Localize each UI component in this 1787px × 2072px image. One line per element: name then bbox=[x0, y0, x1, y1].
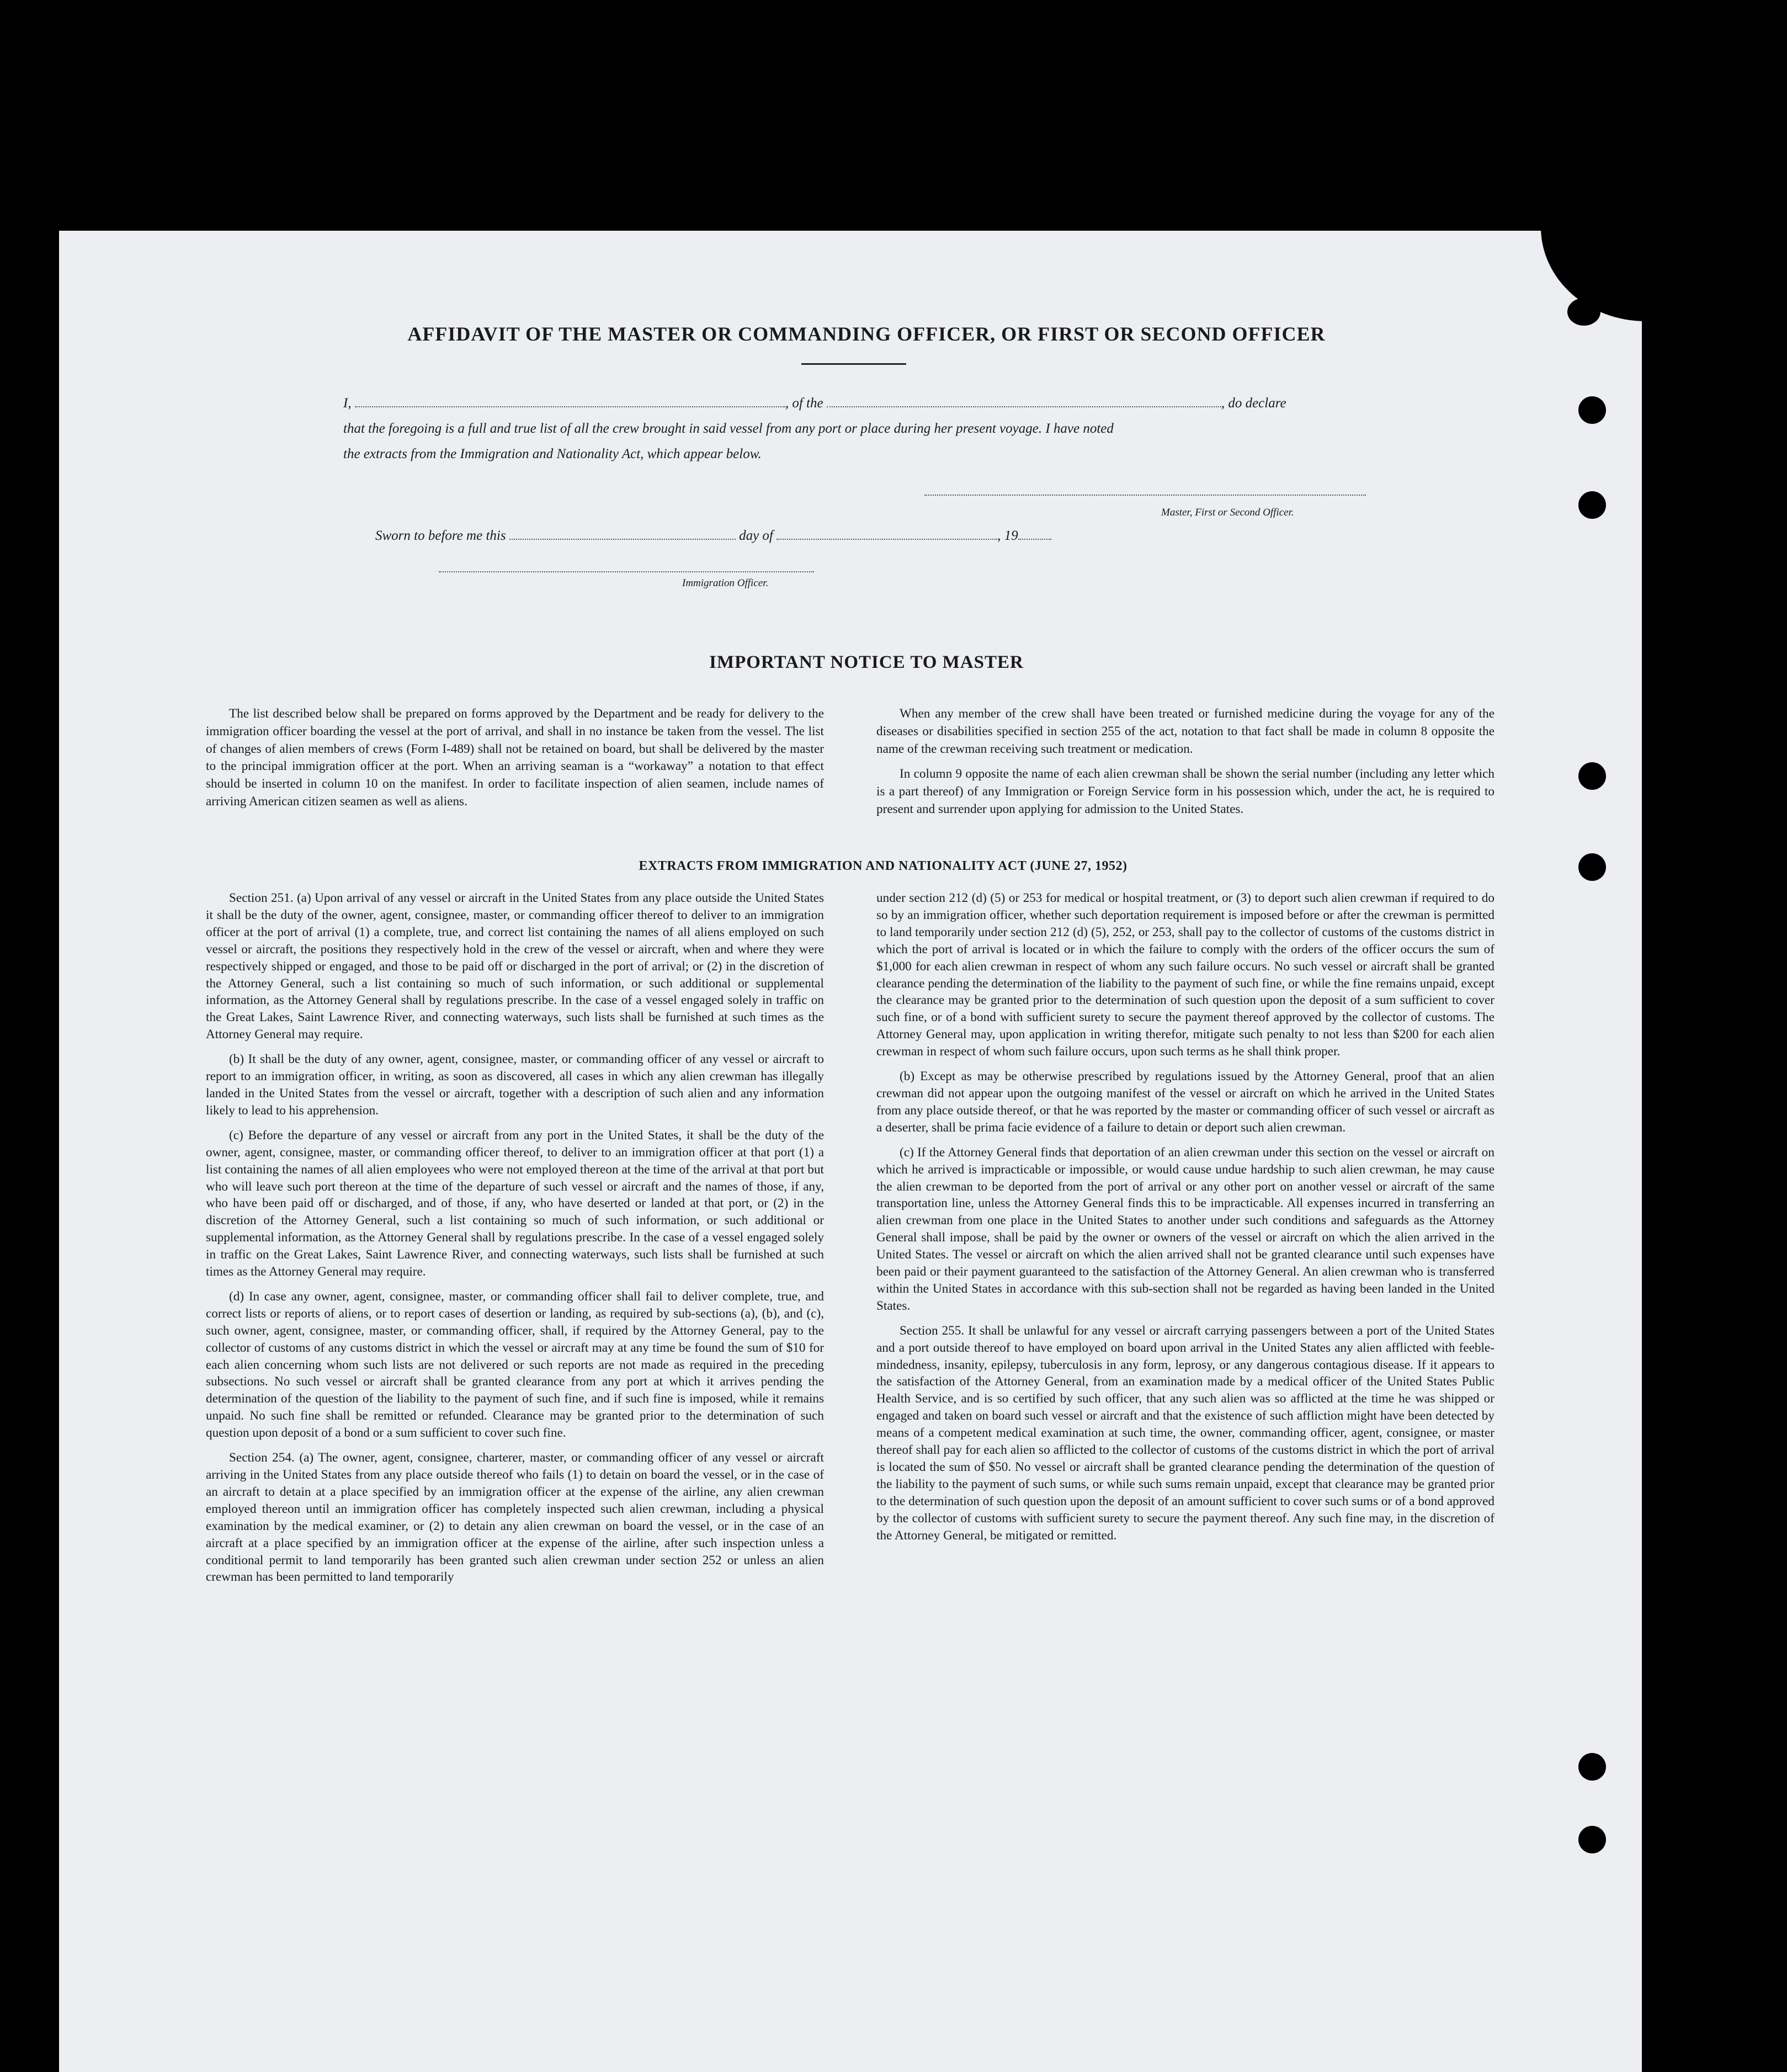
officer-caption: Immigration Officer. bbox=[682, 577, 769, 589]
extract-paragraph: Section 254. (a) The owner, agent, consignee, charterer, master, or commanding officer of any vessel or aircraft arriving in the United States from any place outside thereof who fails (1) to detain on board the vessel, or in the case of an aircraft to detain at a place specified by an immigration officer at the expense of the airline, any alien crewman employed thereon until an immigration officer has completely inspected such alien crewman, including a physical examination by the medical examiner, or (2) to detain any alien crewman on board the vessel, or in the case of an aircraft at a place specified by an immigration officer at the expense of the airline, after such inspection unless a conditional permit to land temporarily has been granted such alien crewman under section 252 or unless an alien crewman has been permitted to land temporarily bbox=[206, 1451, 824, 1585]
affidavit-title: AFFIDAVIT OF THE MASTER OR COMMANDING OFFICER, OR FIRST OR SECOND OFFICER bbox=[407, 323, 1326, 345]
extract-paragraph: (b) Except as may be otherwise prescribed by regulations issued by the Attorney General, proof that an alien crewman did not appear upon the outgoing manifest of the vessel or aircraft on which he arrived in the United States from any place outside thereof, or that he was reported by the master or commanding officer of such vessel or aircraft as a deserter, shall be prima facie evidence of a failure to detain or deport such alien crewman. bbox=[876, 1069, 1495, 1135]
master-caption: Master, First or Second Officer. bbox=[1161, 507, 1294, 518]
punch-hole bbox=[1578, 491, 1606, 519]
year-label: , 19 bbox=[997, 528, 1018, 543]
extract-paragraph: (c) Before the departure of any vessel or aircraft from any port in the United States, it shall be the duty of the owner, agent, consignee, master, or commanding officer thereof, to deliver to an immigration officer at that port (1) a list containing the names of all alien employees who were not employed thereon at the time of the arrival at that port but who will leave such port thereon at the time of the departure of such vessel or aircraft and the names of those, if any, who have been paid off or discharged, and of those, if any, who have deserted or landed at that port, or (2) in the discretion of the Attorney General, such a list containing so much of such information, or such additional or supplemental information, as the Attorney General shall by regulations prescribe. In the case of a vessel engaged solely in traffic on the Great Lakes, Saint Lawrence River, and connecting waterways, such lists shall be furnished at such times as the Attorney General may require. bbox=[206, 1128, 824, 1279]
sworn-label: Sworn to before me this bbox=[375, 528, 506, 543]
title-rule bbox=[801, 363, 906, 365]
extract-paragraph: Section 255. It shall be unlawful for any vessel or aircraft carrying passengers between a port of the United States and a port outside thereof to have employed on board upon arrival in the United States any alien afflicted with feeble-mindedness, insanity, epilepsy, tuberculosis in any form, leprosy, or any dangerous contagious disease. If it appears to the satisfaction of the Attorney General, from an examination made by a medical officer of the United States Public Health Service, and is so certified by such officer, that any such alien was so afflicted at the time he was shipped or engaged and taken on board such vessel or aircraft and that the existence of such affliction might have been detected by means of a competent medical examination at such time, the owner, commanding officer, agent, consignee, or master thereof shall pay for each alien so afflicted to the collector of customs of the customs district in which the port of arrival is located the sum of $50. No vessel or aircraft shall be granted clearance pending the determination of the question of the liability to the payment of such sums, or while such sums remain unpaid, except that clearance may be granted prior to the determination of such question upon the deposit of an amount sufficient to cover such sums or of a bond approved by the collector of customs with sufficient surety to secure the payment thereof. Any such fine may, in the discretion of the Attorney General, be mitigated or remitted. bbox=[876, 1323, 1495, 1543]
notice-right-paragraph-1: When any member of the crew shall have been treated or furnished medicine during the voyage for any of the diseases or disabilities specified in section 255 of the act, notation to that fact shall be made in column 8 opposite the name of the crewman receiving such treatment or medication. bbox=[876, 706, 1495, 756]
extracts-title: EXTRACTS FROM IMMIGRATION AND NATIONALITY ACT (JUNE 27, 1952) bbox=[639, 859, 1127, 873]
i-label: I, bbox=[343, 396, 352, 411]
sworn-line bbox=[375, 523, 1148, 549]
notice-right-column bbox=[876, 705, 1495, 826]
extract-paragraph: (d) In case any owner, agent, consignee, master, or commanding officer shall fail to deliver complete, true, and correct lists or reports of aliens, or to report cases of desertion or landing, as required by sub-sections (a), (b), and (c), such owner, agent, consignee, master, or commanding officer, shall, if required by the Attorney General, pay to the collector of customs of any customs district in which the vessel or aircraft may at any time be found the sum of $10 for each alien concerning whom such lists are not delivered or such reports are not made as required in the preceding subsections. No such vessel or aircraft shall be granted clearance from any port at which it arrives pending the determination of the question of the liability to the payment of such fine, and if such fine is imposed, while it remains unpaid. No such fine shall be remitted or refunded. Clearance may be granted prior to the determination of such question upon deposit of a bond or a sum sufficient to cover such fine. bbox=[206, 1289, 824, 1441]
extracts-right-column bbox=[876, 890, 1495, 1552]
extract-paragraph: Section 251. (a) Upon arrival of any vessel or aircraft in the United States from any place outside the United States it shall be the duty of the owner, agent, consignee, master, or commanding officer thereof to deliver to an immigration officer at the port of arrival (1) a complete, true, and correct list containing the names of all aliens employed on such vessel or aircraft, the positions they respectively hold in the crew of the vessel or aircraft, when and where they were respectively shipped or engaged, and those to be paid off or discharged in the port of arrival; or (2) in the discretion of the Attorney General, such a list containing so much of such information, or such additional or supplemental information, as the Attorney General shall by regulations prescribe. In the case of a vessel engaged solely in traffic on the Great Lakes, Saint Lawrence River, and connecting waterways, such lists shall be furnished at such times as the Attorney General may require. bbox=[206, 891, 824, 1042]
punch-hole bbox=[1578, 1826, 1606, 1853]
punch-hole bbox=[1578, 1753, 1606, 1781]
sworn-year-field[interactable] bbox=[1018, 539, 1051, 540]
punch-hole bbox=[1578, 762, 1606, 790]
sworn-day-field[interactable] bbox=[509, 539, 736, 540]
vessel-blank-field[interactable] bbox=[827, 406, 1221, 407]
officer-signature-field[interactable] bbox=[439, 571, 814, 572]
name-blank-field[interactable] bbox=[355, 406, 785, 407]
punch-hole bbox=[1578, 396, 1606, 424]
notice-left-paragraph: The list described below shall be prepared on forms approved by the Department and be ready for delivery to the immigration officer boarding the vessel at the port of arrival, and shall in no instance be taken from the vessel. The list of changes of alien members of crews (Form I-489) shall not be retained on board, but shall be delivered by the master to the principal immigration officer at the port. When an arriving seaman is a “workaway” a notation to that effect should be inserted in column 10 on the manifest. In order to facilitate inspection of alien seamen, include names of arriving American citizen seamen as well as aliens. bbox=[206, 706, 824, 809]
extract-paragraph: (b) It shall be the duty of any owner, agent, consignee, master, or commanding officer of any vessel or aircraft to report to an immigration officer, in writing, as soon as discovered, all cases in which any alien crewman has illegally landed in the United States from the vessel or aircraft, together with a description of such alien and any information likely to lead to his apprehension. bbox=[206, 1052, 824, 1118]
extract-paragraph: (c) If the Attorney General finds that deportation of an alien crewman under this section on the vessel or aircraft on which he arrived is impracticable or impossible, or would cause undue hardship to such alien crewman, he may cause the alien crewman to be deported from the port of arrival or any other port on another vessel or aircraft of the same transportation line, unless the Attorney General finds this to be impracticable. All expenses incurred in transferring an alien crewman from one place in the United States to another under such conditions and safeguards as the Attorney General shall impose, shall be paid by the owner or owners of the vessel or aircraft on which the alien arrived in the United States. The vessel or aircraft on which the alien arrived shall not be granted clearance until such expenses have been paid or their payment guaranteed to the satisfaction of the Attorney General. An alien crewman who is transferred within the United States in accordance with this sub-section shall not be regarded as having been landed in the United States. bbox=[876, 1145, 1495, 1313]
notice-right-paragraph-2: In column 9 opposite the name of each alien crewman shall be shown the serial number (including any letter which is a part thereof) of any Immigration or Foreign Service form in his possession which, under the act, he is required to present and surrender upon applying for admission to the United States. bbox=[876, 767, 1495, 816]
notice-title: IMPORTANT NOTICE TO MASTER bbox=[709, 652, 1024, 672]
declaration-line2: that the foregoing is a full and true list of all the crew brought in said vessel from any port or place during her present voyage. I have noted bbox=[343, 421, 1114, 436]
of-the-label: , of the bbox=[785, 396, 823, 411]
do-declare-label: , do declare bbox=[1221, 396, 1286, 411]
day-of-label: day of bbox=[739, 528, 773, 543]
torn-corner-edge bbox=[1567, 298, 1600, 326]
notice-left-column bbox=[206, 705, 824, 819]
extracts-left-column bbox=[206, 890, 824, 1593]
declaration-line3: the extracts from the Immigration and Nationality Act, which appear below. bbox=[343, 447, 762, 461]
declaration-line1 bbox=[343, 391, 1436, 416]
punch-hole bbox=[1578, 853, 1606, 881]
sworn-month-field[interactable] bbox=[777, 539, 997, 540]
extract-paragraph: under section 212 (d) (5) or 253 for medical or hospital treatment, or (3) to deport such alien crewman if required to do so by an immigration officer, whether such deportation requirement is imposed before or after the crewman is permitted to land temporarily under section 212 (d) (5), 252, or 253, shall pay to the collector of customs of the customs district in which the port of arrival is located or in which the failure to comply with the orders of the officer occurs the sum of $1,000 for each alien crewman in respect of whom any such failure occurs. No such vessel or aircraft shall be granted clearance pending the determination of the liability to the payment of such fine, or while the fine remains unpaid, except the clearance may be granted prior to the determination of such question upon the deposit of a sum sufficient to cover such fine, or of a bond with sufficient surety to secure the payment thereof approved by the collector of customs. The Attorney General may, upon application in writing therefor, mitigate such penalty to not less than $200 for each alien crewman in respect of whom such failure occurs, upon such terms as he shall think proper. bbox=[876, 891, 1495, 1059]
master-signature-field[interactable] bbox=[924, 495, 1366, 496]
